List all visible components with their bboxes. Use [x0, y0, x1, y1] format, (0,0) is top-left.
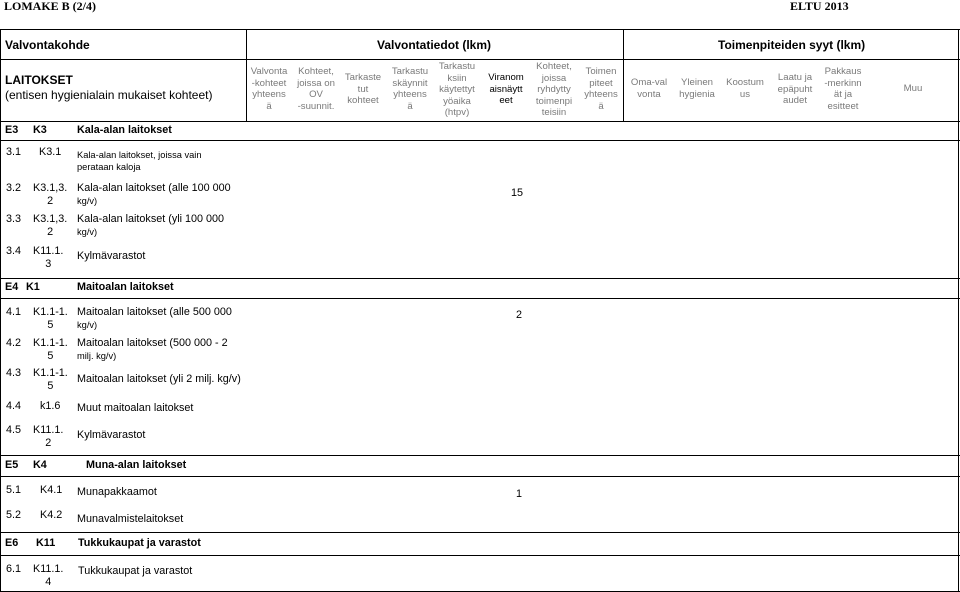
row-code: K3.1 — [39, 146, 62, 158]
row-label: Munavalmistelaitokset — [77, 513, 184, 525]
row-code: K1.1-1. 5 — [33, 306, 68, 331]
form-id: LOMAKE B (2/4) — [4, 0, 96, 13]
row-num: 5.2 — [6, 509, 22, 521]
toimenpiteet-heading: Toimenpiteiden syyt (lkm) — [718, 38, 866, 52]
row-label: Tukkukaupat ja varastot — [78, 565, 193, 577]
col-tarkastuskaynnit: Tarkastu skäynnit yhteens ä — [391, 66, 429, 112]
row-label: Kala-alan laitokset — [77, 124, 172, 136]
row-code: K1.1-1. 5 — [33, 337, 68, 362]
row-num: 4.1 — [6, 306, 22, 318]
col-toimenpiteet-yhteensa: Toimen piteet yhteens ä — [584, 66, 618, 112]
col-muu: Muu — [903, 83, 923, 94]
col-valvontakohteet: Valvonta -kohteet yhteens ä — [250, 66, 288, 112]
row-code: K4 — [33, 459, 47, 471]
row-label: Kylmävarastot — [77, 250, 146, 262]
row-code: K3 — [33, 124, 47, 136]
row-code: K4.2 — [40, 509, 63, 521]
row-code: K4.1 — [40, 484, 63, 496]
row-num: 3.3 — [6, 213, 22, 225]
row-num: 3.1 — [6, 146, 22, 158]
valvontakohde-heading: Valvontakohde — [5, 38, 90, 52]
row-code: K3.1,3. 2 — [33, 213, 68, 238]
col-koostumus: Koostum us — [726, 77, 764, 100]
row-num: 3.4 — [6, 245, 22, 257]
col-tyoaika: Tarkastu ksiin käytettyt yöaika (htpv) — [438, 61, 476, 118]
row-code: K1.1-1. 5 — [33, 367, 68, 392]
col-ov-suunnitelma: Kohteet, joissa on OV -suunnit. — [297, 66, 335, 112]
row-num: 5.1 — [6, 484, 22, 496]
row-code: K11.1. 2 — [33, 424, 64, 449]
row-label: Maitoalan laitokset (yli 2 milj. kg/v) — [77, 373, 241, 385]
row-code: K11 — [36, 537, 56, 549]
row-code: K1 — [26, 281, 40, 293]
row-num: E4 — [5, 281, 19, 293]
report-year: ELTU 2013 — [790, 0, 849, 13]
col-viranomaisnaytteet: Viranom aisnäytt eet — [488, 72, 524, 106]
row-code: k1.6 — [40, 400, 61, 412]
page-header — [0, 0, 960, 13]
value-maito-naytteet: 2 — [516, 309, 523, 321]
row-num: 4.5 — [6, 424, 22, 436]
row-label: Maitoalan laitokset (500 000 - 2 milj. kg/v) — [77, 337, 228, 361]
valvontatiedot-heading: Valvontatiedot (lkm) — [377, 38, 492, 52]
row-num: 4.2 — [6, 337, 22, 349]
row-label: Maitoalan laitokset (alle 500 000 kg/v) — [77, 306, 232, 330]
row-label: Tukkukaupat ja varastot — [78, 537, 201, 549]
row-label: Munapakkaamot — [77, 486, 157, 498]
row-num: E3 — [5, 124, 19, 136]
row-num: 4.3 — [6, 367, 22, 379]
col-laatu: Laatu ja epäpuht audet — [777, 72, 813, 106]
row-label: Kylmävarastot — [77, 429, 146, 441]
laitokset-subtitle: (entisen hygienialain mukaiset kohteet) — [5, 88, 213, 102]
row-num: 3.2 — [6, 182, 22, 194]
col-yleinen-hygienia: Yleinen hygienia — [679, 77, 715, 100]
value-kala-naytteet: 15 — [511, 187, 524, 199]
col-omavalvonta: Oma-val vonta — [630, 77, 668, 100]
row-code: K11.1. 3 — [33, 245, 64, 270]
value-muna-naytteet: 1 — [516, 488, 523, 500]
col-tarkastetut: Tarkaste tut kohteet — [344, 72, 382, 106]
row-label: Maitoalan laitokset — [77, 281, 174, 293]
row-num: 4.4 — [6, 400, 22, 412]
laitokset-title: LAITOKSET — [5, 73, 73, 87]
row-label: Kala-alan laitokset (yli 100 000 kg/v) — [77, 213, 225, 237]
row-code: K3.1,3. 2 — [33, 182, 68, 207]
row-label: Kala-alan laitokset, joissa vain perataan kaloja — [77, 150, 202, 172]
col-toimenpidekohteet: Kohteet, joissa ryhdytty toimenpi teisiin — [535, 61, 573, 118]
row-label: Muna-alan laitokset — [86, 459, 187, 471]
row-num: E6 — [5, 537, 19, 549]
row-code: K11.1. 4 — [33, 563, 64, 588]
col-pakkausmerkinnat: Pakkaus -merkinn ät ja esitteet — [824, 66, 862, 112]
row-num: 6.1 — [6, 563, 22, 575]
row-label: Muut maitoalan laitokset — [77, 402, 194, 414]
row-label: Kala-alan laitokset (alle 100 000 kg/v) — [77, 182, 231, 206]
row-num: E5 — [5, 459, 19, 471]
